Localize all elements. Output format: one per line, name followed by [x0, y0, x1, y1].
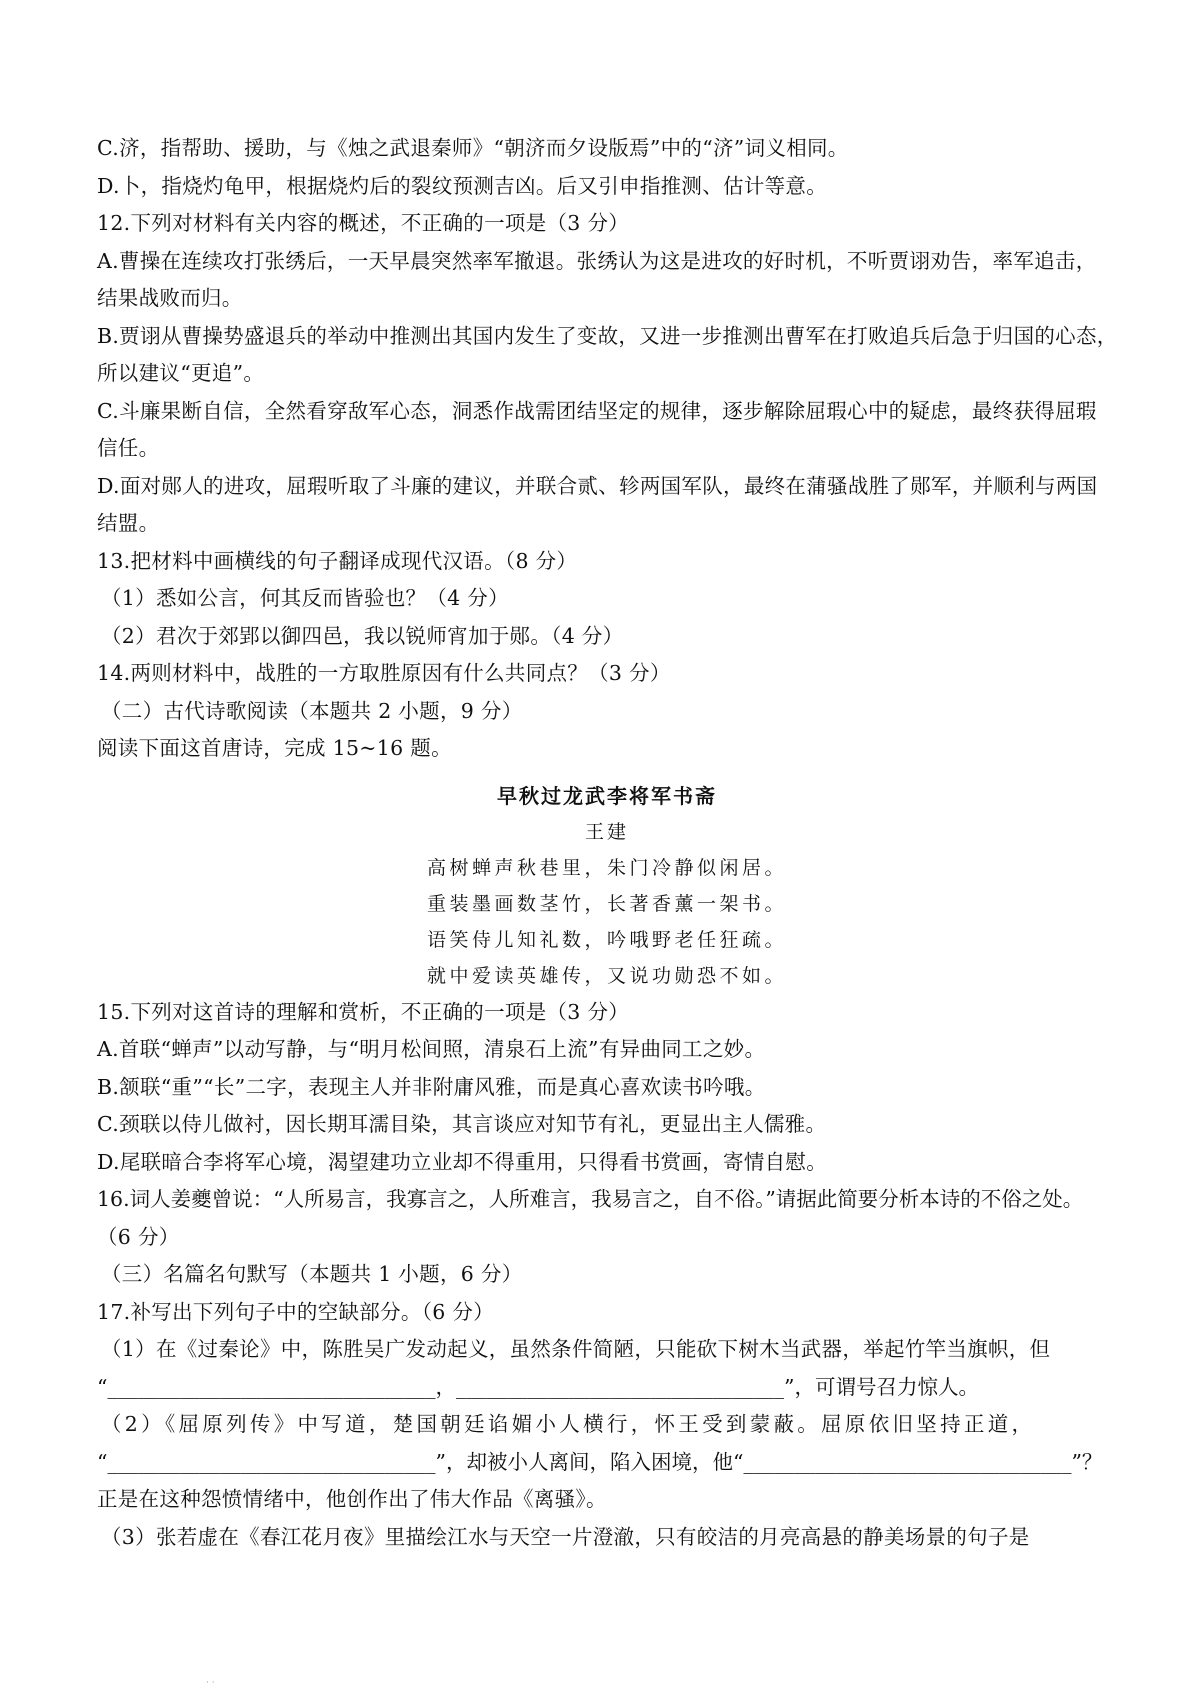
option-a-q15: A.首联“蝉声”以动写静，与“明月松间照，清泉石上流”有异曲同工之妙。	[97, 1037, 766, 1061]
option-c-q11: C.济，指帮助、援助，与《烛之武退秦师》“朝济而夕设版焉”中的“济”词义相同。	[97, 136, 849, 160]
option-b-q12-cont: 所以建议“更追”。	[97, 361, 265, 385]
question-17-part-2-cont: 正是在这种怨愤情绪中，他创作出了伟大作品《离骚》。	[97, 1487, 607, 1511]
question-16: 16.词人姜夔曾说：“人所易言，我寡言之，人所难言，我易言之，自不俗。”请据此简要分析本诗的不俗之处。	[97, 1187, 1084, 1211]
poem-title: 早秋过龙武李将军书斋	[497, 783, 717, 808]
question-13: 13.把材料中画横线的句子翻译成现代汉语。（8 分）	[97, 548, 578, 573]
question-15: 15.下列对这首诗的理解和赏析，不正确的一项是（3 分）	[97, 999, 630, 1024]
question-17-part-2: （2）《屈原列传》中写道，楚国朝廷谄媚小人横行，怀王受到蒙蔽。屈原依旧坚持正道，	[101, 1412, 1036, 1436]
option-c-q12-cont: 信任。	[97, 436, 160, 460]
poem-author: 王建	[584, 820, 629, 843]
option-a-q12: A.曹操在连续攻打张绣后，一天早晨突然率军撤退。张绣认为这是进攻的好时机，不听贾诩劝告，率军追击，	[97, 248, 1097, 273]
question-16-score: （6 分）	[97, 1224, 180, 1249]
question-14: 14.两则材料中，战胜的一方取胜原因有什么共同点？（3 分）	[97, 661, 671, 685]
page-content	[97, 130, 1117, 1556]
poem-instruction: 阅读下面这首唐诗，完成 15~16 题。	[97, 736, 452, 760]
option-c-q15: C.颈联以侍儿做衬，因长期耳濡目染，其言谈应对知节有礼，更显出主人儒雅。	[97, 1112, 827, 1136]
question-17-part-1: （1）在《过秦论》中，陈胜吴广发动起义，虽然条件简陋，只能砍下树木当武器，举起竹竿当旗帜，但	[101, 1337, 1051, 1361]
option-d-q12: D.面对郧人的进攻，屈瑕听取了斗廉的建议，并联合贰、轸两国军队，最终在蒲骚战胜了郧军，并顺利与两国	[97, 473, 1098, 498]
option-b-q15: B.颔联“重”“长”二字，表现主人并非附庸风雅，而是真心喜欢读书吟哦。	[97, 1074, 766, 1099]
question-13-part-2: （2）君次于郊郢以御四邑，我以锐师宵加于郧。（4 分）	[101, 623, 624, 648]
question-17-part-3: （3）张若虚在《春江花月夜》里描绘江水与天空一片澄澈，只有皎洁的月亮高悬的静美场景的句子是	[101, 1524, 1030, 1549]
option-d-q12-cont: 结盟。	[97, 511, 160, 535]
footer-mark: · ·	[206, 1678, 215, 1688]
question-12: 12.下列对材料有关内容的概述，不正确的一项是（3 分）	[97, 211, 630, 235]
option-c-q12: C.斗廉果断自信，全然看穿敌军心态，洞悉作战需团结坚定的规律，逐步解除屈瑕心中的疑虑，最终获得屈瑕	[97, 398, 1097, 423]
question-17: 17.补写出下列句子中的空缺部分。（6 分）	[97, 1299, 495, 1324]
poem-line: 高树蝉声秋巷里，朱门冷静似闲居。	[426, 856, 787, 879]
option-d-q15: D.尾联暗合李将军心境，渴望建功立业却不得重用，只得看书赏画，寄情自慰。	[97, 1149, 828, 1174]
section-heading-poetry: （二）古代诗歌阅读（本题共 2 小题，9 分）	[101, 698, 523, 723]
option-a-q12-cont: 结果战败而归。	[97, 286, 243, 310]
question-17-part-1-blanks: “________________________________，________________________________”，可谓号召力惊人。	[97, 1374, 979, 1399]
section-heading-recitation: （三）名篇名句默写（本题共 1 小题，6 分）	[101, 1262, 523, 1286]
poem-line: 重装墨画数茎竹，长著香薰一架书。	[426, 892, 787, 915]
option-b-q12: B.贾诩从曹操势盛退兵的举动中推测出其国内发生了变故，又进一步推测出曹军在打败追兵后急于归国的心态，	[97, 323, 1118, 348]
poem-line: 语笑侍儿知礼数，吟哦野老任狂疏。	[426, 928, 787, 951]
option-d-q11: D.卜，指烧灼龟甲，根据烧灼后的裂纹预测吉凶。后又引申指推测、估计等意。	[97, 173, 828, 198]
question-13-part-1: （1）悉如公言，何其反而皆验也？（4 分）	[101, 586, 509, 610]
poem-line: 就中爱读英雄传，又说功勋恐不如。	[426, 964, 787, 987]
question-17-part-2-blanks: “________________________________”，却被小人离间，陷入困境，他“________________________________”？	[97, 1449, 1103, 1474]
